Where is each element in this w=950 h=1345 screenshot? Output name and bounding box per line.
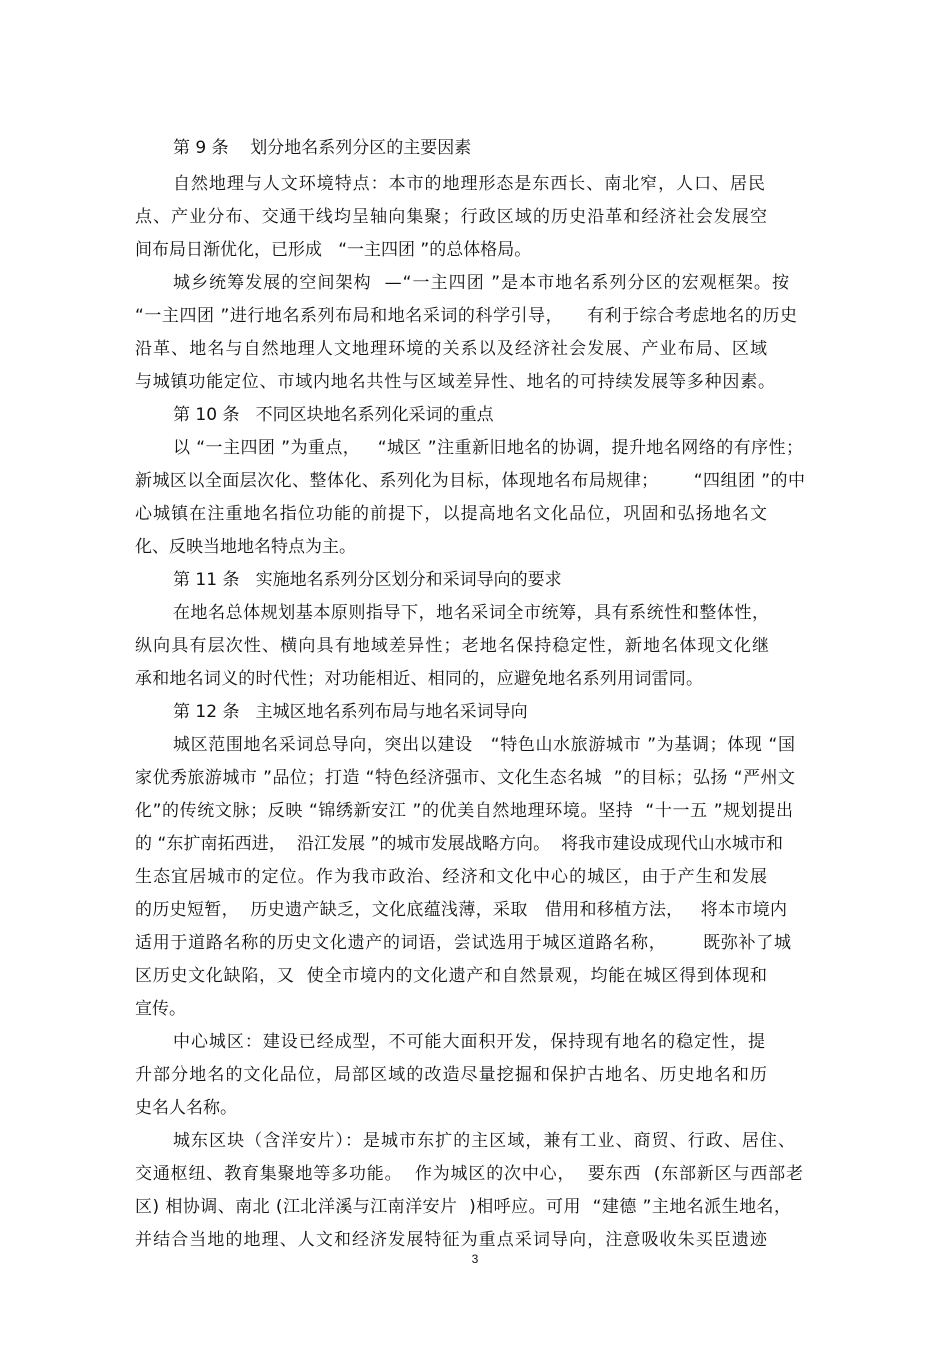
line-text: 升部分地名的文化品位，局部区域的改造尽量挖掘和保护古地名、历史地名和历 bbox=[135, 1065, 769, 1085]
line-text: 的 “东扩南拓西进， 沿江发展 ”的城市发展战略方向。 将我市建设成现代山水城市和 bbox=[135, 834, 784, 854]
text-line bbox=[0, 631, 950, 661]
line-text: 并结合当地的地理、人文和经济发展特征为重点采词导向，注意吸收朱买臣遗迹 bbox=[135, 1230, 769, 1250]
line-text: 在地名总体规划基本原则指导下，地名采词全市统筹，具有系统性和整体性， bbox=[173, 603, 770, 623]
text-line bbox=[0, 268, 950, 298]
text-line bbox=[0, 1225, 950, 1255]
line-text: 中心城区：建设已经成型，不可能大面积开发，保持现有地名的稳定性，提 bbox=[173, 1032, 766, 1052]
line-text: 区历史文化缺陷，又 使全市境内的文化遗产和自然景观，均能在城区得到体现和 bbox=[135, 966, 768, 986]
text-line bbox=[0, 301, 950, 331]
text-line bbox=[0, 895, 950, 925]
line-text: 第 11 条 实施地名系列分区划分和采词导向的要求 bbox=[173, 570, 562, 590]
text-line bbox=[0, 598, 950, 628]
line-text: 区) 相协调、南北 (江北洋溪与江南洋安片 )相呼应。可用 “建德 ”主地名派生地名， bbox=[135, 1197, 792, 1217]
line-text: 承和地名词义的时代性；对功能相近、相同的，应避免地名系列用词雷同。 bbox=[135, 669, 704, 689]
line-text: 化、反映当地地名特点为主。 bbox=[135, 537, 356, 557]
line-text: 交通枢纽、教育集聚地等多功能。 作为城区的次中心， 要东西 (东部新区与西部老 bbox=[135, 1164, 804, 1184]
text-line bbox=[0, 1060, 950, 1090]
text-line bbox=[0, 928, 950, 958]
text-line bbox=[0, 1192, 950, 1222]
text-line bbox=[0, 532, 950, 562]
line-text: 第 10 条 不同区块地名系列化采词的重点 bbox=[173, 405, 494, 425]
line-text: 适用于道路名称的历史文化遗产的词语，尝试选用于城区道路名称， 既弥补了城 bbox=[135, 933, 792, 953]
line-text: 点、产业分布、交通干线均呈轴向集聚；行政区域的历史沿革和经济社会发展空 bbox=[135, 207, 769, 227]
line-text: 纵向具有层次性、横向具有地域差异性；老地名保持稳定性，新地名体现文化继 bbox=[135, 636, 771, 656]
line-text: 间布局日渐优化，已形成 “一主四团 ”的总体格局。 bbox=[135, 240, 532, 260]
line-text: 城区范围地名采词总导向，突出以建设 “特色山水旅游城市 ”为基调；体现 “国 bbox=[173, 735, 796, 755]
line-text: 史名人名称。 bbox=[135, 1098, 237, 1118]
article-heading bbox=[0, 565, 950, 595]
text-line bbox=[0, 334, 950, 364]
article-heading bbox=[0, 697, 950, 727]
text-line bbox=[0, 1093, 950, 1123]
text-line bbox=[0, 862, 950, 892]
text-line bbox=[0, 235, 950, 265]
text-line bbox=[0, 1027, 950, 1057]
text-line bbox=[0, 994, 950, 1024]
text-line bbox=[0, 796, 950, 826]
text-line bbox=[0, 466, 950, 496]
line-text: 家优秀旅游城市 ”品位；打造 “特色经济强市、文化生态名城 ”的目标；弘扬 “严州文 bbox=[135, 768, 796, 788]
text-line bbox=[0, 664, 950, 694]
text-line bbox=[0, 433, 950, 463]
text-line bbox=[0, 763, 950, 793]
line-text: 沿革、地名与自然地理人文地理环境的关系以及经济社会发展、产业布局、区域 bbox=[135, 339, 769, 359]
line-text: 与城镇功能定位、市域内地名共性与区域差异性、地名的可持续发展等多种因素。 bbox=[135, 372, 776, 392]
text-line bbox=[0, 961, 950, 991]
text-line bbox=[0, 730, 950, 760]
line-text: 新城区以全面层次化、整体化、系列化为目标，体现地名布局规律； “四组团 ”的中 bbox=[135, 471, 806, 491]
line-text: “一主四团 ”进行地名系列布局和地名采词的科学引导， 有利于综合考虑地名的历史 bbox=[135, 306, 798, 326]
text-line bbox=[0, 1159, 950, 1189]
line-text: 的历史短暂， 历史遗产缺乏，文化底蕴浅薄，采取 借用和移植方法， 将本市境内 bbox=[135, 900, 788, 920]
line-text: 自然地理与人文环境特点：本市的地理形态是东西长、南北窄，人口、居民 bbox=[173, 174, 766, 194]
text-line bbox=[0, 202, 950, 232]
text-line bbox=[0, 367, 950, 397]
line-text: 城乡统筹发展的空间架构 —“一主四团 ”是本市地名系列分区的宏观框架。按 bbox=[173, 273, 791, 293]
line-text: 第 9 条 划分地名系列分区的主要因素 bbox=[173, 138, 472, 158]
line-text: 心城镇在注重地名指位功能的前提下，以提高地名文化品位，巩固和弘扬地名文 bbox=[135, 504, 769, 524]
line-text: 第 12 条 主城区地名系列布局与地名采词导向 bbox=[173, 702, 528, 722]
text-line bbox=[0, 169, 950, 199]
article-heading bbox=[0, 133, 950, 163]
article-heading bbox=[0, 400, 950, 430]
line-text: 化”的传统文脉；反映 “锦绣新安江 ”的优美自然地理环境。坚持 “十一五 ”规划提出 bbox=[135, 801, 794, 821]
line-text: 以 “一主四团 ”为重点， “城区 ”注重新旧地名的协调，提升地名网络的有序性； bbox=[173, 438, 804, 458]
text-line bbox=[0, 829, 950, 859]
line-text: 宣传。 bbox=[135, 999, 186, 1019]
text-line bbox=[0, 499, 950, 529]
line-text: 城东区块（含洋安片）：是城市东扩的主区域，兼有工业、商贸、行政、居住、 bbox=[173, 1131, 797, 1151]
page-number: 3 bbox=[471, 1252, 479, 1266]
text-line bbox=[0, 1126, 950, 1156]
line-text: 生态宜居城市的定位。作为我市政治、经济和文化中心的城区，由于产生和发展 bbox=[135, 867, 769, 887]
